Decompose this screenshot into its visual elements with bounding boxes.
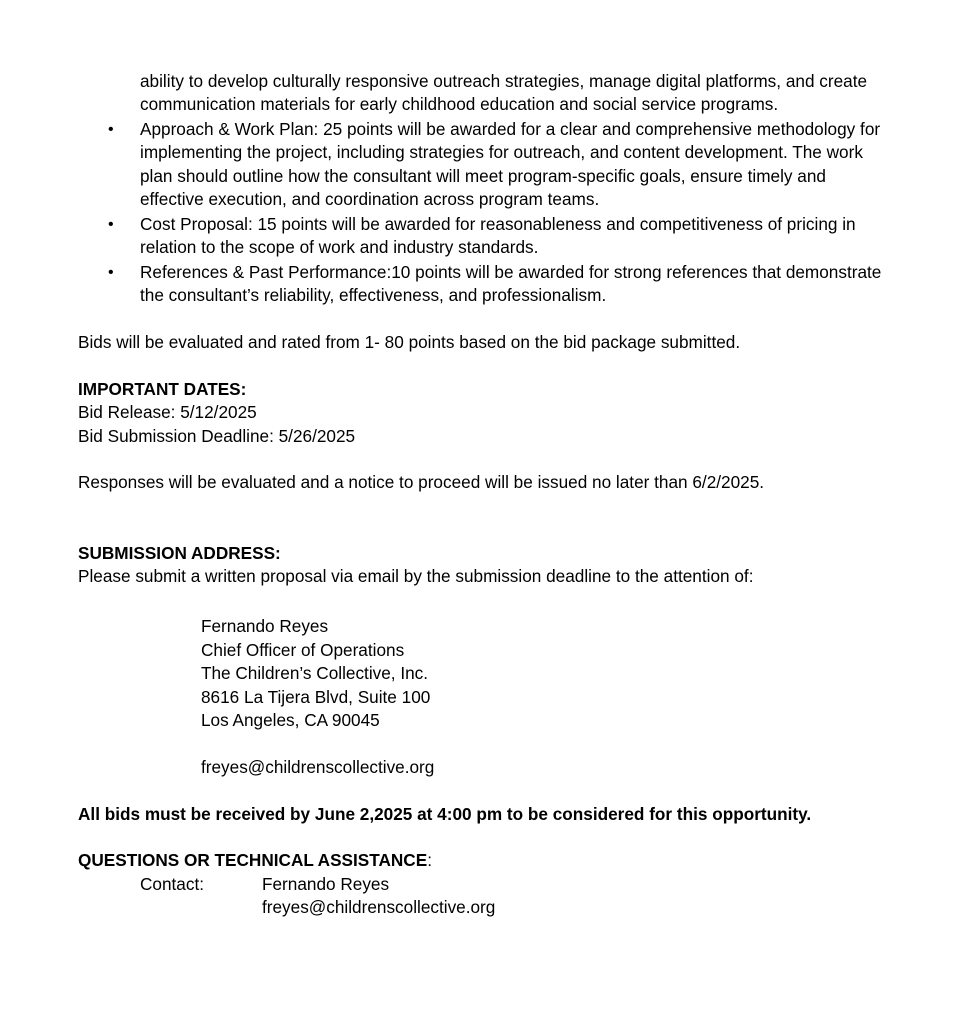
bullet-icon: • <box>108 121 114 138</box>
contact-name: Fernando Reyes <box>201 616 329 636</box>
submission-address-heading: SUBMISSION ADDRESS: <box>78 543 281 563</box>
criteria-item-approach-line-4: effective execution, and coordination across program teams. <box>140 189 600 209</box>
criteria-item-approach-line-1: Approach & Work Plan: 25 points will be awarded for a clear and comprehensive methodology for <box>140 119 881 139</box>
important-dates-heading: IMPORTANT DATES: <box>78 379 247 399</box>
contact-title: Chief Officer of Operations <box>201 640 405 660</box>
submission-email: freyes@childrenscollective.org <box>201 757 435 777</box>
bid-submission-deadline: Bid Submission Deadline: 5/26/2025 <box>78 426 356 446</box>
rating-note: Bids will be evaluated and rated from 1- 80 points based on the bid package submitted. <box>78 332 741 352</box>
questions-contact-name: Fernando Reyes <box>262 874 390 894</box>
city-state-zip: Los Angeles, CA 90045 <box>201 710 380 730</box>
bullet-icon: • <box>108 216 114 233</box>
criteria-item-references-line-1: References & Past Performance:10 points will be awarded for strong references that demonstrate <box>140 262 882 282</box>
deadline-notice: All bids must be received by June 2,2025 at 4:00 pm to be considered for this opportunity. <box>78 804 812 824</box>
bid-release-date: Bid Release: 5/12/2025 <box>78 402 257 422</box>
criteria-item-approach-line-2: implementing the project, including strategies for outreach, and content development. The work <box>140 142 863 162</box>
questions-contact-email: freyes@childrenscollective.org <box>262 897 496 917</box>
questions-heading-line <box>78 849 432 873</box>
questions-heading: QUESTIONS OR TECHNICAL ASSISTANCE <box>78 850 428 870</box>
street-address: 8616 La Tijera Blvd, Suite 100 <box>201 687 431 707</box>
criteria-item-approach-line-3: plan should outline how the consultant will meet program-specific goals, ensure timely and <box>140 166 826 186</box>
bullet-icon: • <box>108 264 114 281</box>
contact-label: Contact: <box>140 874 205 894</box>
organization-name: The Children’s Collective, Inc. <box>201 663 429 683</box>
responses-note: Responses will be evaluated and a notice to proceed will be issued no later than 6/2/2025. <box>78 472 765 492</box>
criteria-item-references-line-2: the consultant’s reliability, effectiveness, and professionalism. <box>140 285 607 305</box>
questions-heading-colon: : <box>427 850 432 870</box>
submission-instruction: Please submit a written proposal via email by the submission deadline to the attention of: <box>78 566 754 586</box>
continuation-line-2: communication materials for early childhood education and social service programs. <box>140 94 779 114</box>
criteria-item-cost-line-1: Cost Proposal: 15 points will be awarded for reasonableness and competitiveness of pricing in <box>140 214 856 234</box>
criteria-item-cost-line-2: relation to the scope of work and industry standards. <box>140 237 539 257</box>
continuation-line-1: ability to develop culturally responsive outreach strategies, manage digital platforms, and create <box>140 71 868 91</box>
